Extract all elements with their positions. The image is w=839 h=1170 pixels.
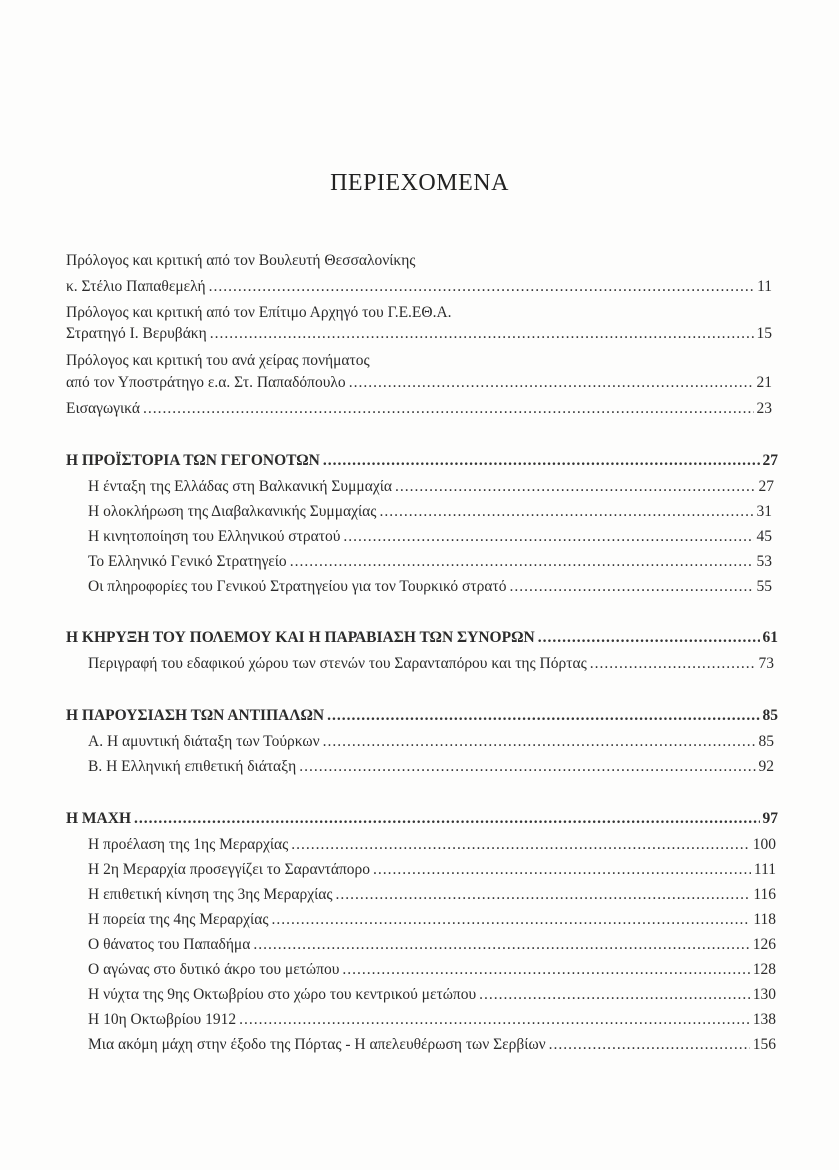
section-title: Η ΠΡΟΪΣΤΟΡΙΑ ΤΩΝ ΓΕΓΟΝΟΤΩΝ [66,452,320,469]
entry-label: Β. Η Ελληνική επιθετική διάταξη [88,758,297,775]
page-number: 21 [756,374,772,391]
leader-dots [479,985,750,1005]
page-title: ΠΕΡΙΕΧΟΜΕΝΑ [330,170,509,196]
prologue-1-line-2: κ. Στέλιο Παπαθεμελή [66,278,206,295]
page-number: 126 [752,936,776,953]
leader-dots [290,552,754,572]
prologue-3-entry[interactable] [66,373,772,393]
leader-dots [271,910,750,930]
toc-entry[interactable] [88,477,774,497]
leader-dots [239,1010,750,1030]
prologue-2-line-1: Πρόλογος και κριτική από τον Επίτιμο Αρχηγό του Γ.Ε.ΕΘ.Α. [66,304,452,321]
page-number: 156 [752,1036,776,1053]
page-number: 73 [758,655,774,672]
leader-dots [342,960,749,980]
prologue-2-line-2: Στρατηγό Ι. Βερυβάκη [66,325,207,342]
section-heading[interactable] [66,706,778,726]
page-number: 118 [753,911,776,928]
toc-entry[interactable] [88,1035,776,1055]
page-number: 11 [757,278,772,295]
page-number: 138 [752,1011,776,1028]
entry-label: Η προέλαση της 1ης Μεραρχίας [88,836,289,853]
page-number: 55 [756,578,772,595]
intro-entry[interactable] [66,399,772,419]
page-number: 53 [756,553,772,570]
page-number: 15 [756,325,772,342]
leader-dots [590,654,756,674]
entry-label: Η κινητοποίηση του Ελληνικού στρατού [88,528,341,545]
toc-entry[interactable] [88,885,776,905]
leader-dots [323,451,760,471]
page-number: 31 [756,503,772,520]
leader-dots [349,373,754,393]
toc-entry[interactable] [88,577,772,597]
toc-entry[interactable] [88,732,774,752]
toc-entry[interactable] [88,960,776,980]
section-heading[interactable] [66,451,778,471]
leader-dots [549,1035,750,1055]
entry-label: Η ολοκλήρωση της Διαβαλκανικής Συμμαχίας [88,503,377,520]
prologue-1-line-1: Πρόλογος και κριτική από τον Βουλευτή Θεσσαλονίκης [66,252,416,269]
toc-entry[interactable] [88,552,772,572]
section-title: Η ΠΑΡΟΥΣΙΑΣΗ ΤΩΝ ΑΝΤΙΠΑΛΩΝ [66,707,325,724]
toc-entry[interactable] [88,1010,776,1030]
toc-entry[interactable] [88,985,776,1005]
leader-dots [291,835,749,855]
page-number: 45 [756,528,772,545]
leader-dots [509,577,753,597]
section-heading[interactable] [66,628,778,648]
leader-dots [343,527,753,547]
prologue-3-line-2: από τον Υποστράτηγο ε.α. Στ. Παπαδόπουλο [66,374,346,391]
leader-dots [373,860,751,880]
entry-label: Περιγραφή του εδαφικού χώρου των στενών του Σαρανταπόρου και της Πόρτας [88,655,587,672]
toc-entry[interactable] [88,527,772,547]
prologue-2-entry[interactable] [66,324,772,344]
leader-dots [336,885,751,905]
leader-dots [210,324,754,344]
toc-entry[interactable] [88,935,776,955]
page-number: 97 [762,810,778,827]
page-number: 116 [753,886,776,903]
toc-entry[interactable] [88,502,772,522]
entry-label: Α. Η αμυντική διάταξη των Τούρκων [88,733,320,750]
intro-label: Εισαγωγικά [66,400,140,417]
entry-label: Η επιθετική κίνηση της 3ης Μεραρχίας [88,886,333,903]
entry-label: Οι πληροφορίες του Γενικού Στρατηγείου για τον Τουρκικό στρατό [88,578,507,595]
page-number: 92 [758,758,774,775]
page-number: 130 [752,986,776,1003]
page-number: 111 [753,861,776,878]
prologue-1-entry[interactable] [66,277,772,297]
page-number: 61 [762,629,778,646]
leader-dots [323,732,756,752]
section-heading[interactable] [66,809,778,829]
page-number: 27 [762,452,778,469]
leader-dots [209,277,754,297]
entry-label: Η ένταξη της Ελλάδας στη Βαλκανική Συμμαχία [88,478,393,495]
toc-entry[interactable] [88,654,774,674]
leader-dots [327,706,759,726]
page-number: 27 [758,478,774,495]
toc-entry[interactable] [88,860,776,880]
entry-label: Το Ελληνικό Γενικό Στρατηγείο [88,553,287,570]
leader-dots [134,809,759,829]
prologue-3-line-1: Πρόλογος και κριτική του ανά χείρας πονήματος [66,352,370,369]
leader-dots [379,502,753,522]
entry-label: Ο θάνατος του Παπαδήμα [88,936,251,953]
toc-entry[interactable] [88,910,776,930]
leader-dots [395,477,755,497]
page-number: 85 [758,733,774,750]
leader-dots [253,935,749,955]
page-number: 100 [752,836,776,853]
leader-dots [538,628,760,648]
entry-label: Μια ακόμη μάχη στην έξοδο της Πόρτας - Η απελευθέρωση των Σερβίων [88,1036,546,1053]
leader-dots [143,399,754,419]
toc-entry[interactable] [88,757,774,777]
page-number: 23 [756,400,772,417]
entry-label: Η νύχτα της 9ης Οκτωβρίου στο χώρο του κεντρικού μετώπου [88,986,477,1003]
section-title: Η ΜΑΧΗ [66,810,132,827]
entry-label: Ο αγώνας στο δυτικό άκρο του μετώπου [88,961,340,978]
leader-dots [299,757,755,777]
toc-entry[interactable] [88,835,776,855]
page-number: 85 [762,707,778,724]
entry-label: Η πορεία της 4ης Μεραρχίας [88,911,269,928]
entry-label: Η 10η Οκτωβρίου 1912 [88,1011,237,1028]
section-title: Η ΚΗΡΥΞΗ ΤΟΥ ΠΟΛΕΜΟΥ ΚΑΙ Η ΠΑΡΑΒΙΑΣΗ ΤΩΝ ΣΥΝΟΡΩΝ [66,629,535,646]
page-number: 128 [752,961,776,978]
entry-label: Η 2η Μεραρχία προσεγγίζει το Σαραντάπορο [88,861,371,878]
